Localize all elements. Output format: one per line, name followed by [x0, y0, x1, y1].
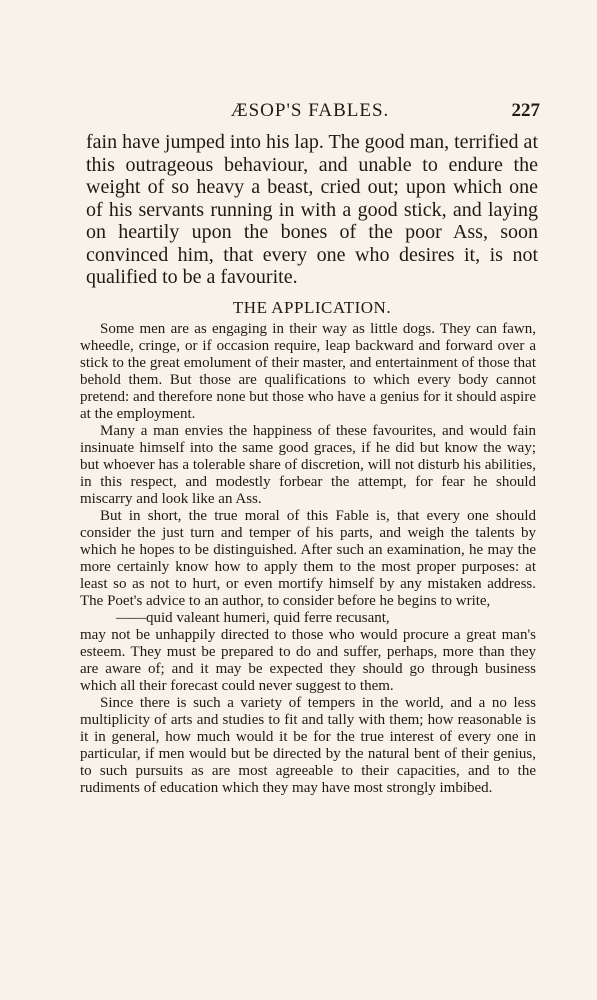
page-number: 227 [511, 100, 540, 121]
latin-quote: ——quid valeant humeri, quid ferre recusant, [116, 610, 390, 626]
running-title: ÆSOP'S FABLES. [230, 100, 390, 121]
application-text [80, 321, 536, 797]
story-text [86, 131, 538, 289]
application-paragraph-3-continued: may not be unhappily directed to those who would procure a great man's esteem. They must be prepared to do and suffer, perhaps, more than they are aware of; and it may be expected they should go through business which all their forecast could never suggest to them. [80, 627, 536, 694]
running-header [80, 100, 540, 124]
application-paragraph-3: But in short, the true moral of this Fable is, that every one should consider the just turn and temper of his parts, and weigh the talents by which he hopes to be distinguished. After such an examination, he may the more certainly know how to apply them to the most proper purposes: at least so as not to hurt, or even mortify himself by any mistaken address. The Poet's advice to an author, to consider before he begins to write, [80, 508, 536, 609]
application-paragraph-4: Since there is such a variety of tempers in the world, and a no less multiplicity of arts and studies to fit and tally with them; how reasonable is it in general, how much would it be for the true interest of every one in particular, if men would but be directed by the natural bent of their genius, to such pursuits as are most agreeable to their capacities, and to the rudiments of education which they may have most strongly imbibed. [80, 695, 536, 796]
application-paragraph-2: Many a man envies the happiness of these favourites, and would fain insinuate himself into the same good graces, if he did but know the way; but whoever has a tolerable share of discretion, will not disturb his abilities, in this respect, and modestly forbear the attempt, for fear he should miscarry and look like an Ass. [80, 423, 536, 507]
application-paragraph-1: Some men are as engaging in their way as little dogs. They can fawn, wheedle, cringe, or if occasion require, leap backward and forward over a stick to the great emolument of their master, and entertainment of those that behold them. But those are qualifications to which every body cannot pretend: and therefore none but those who have a genius for it should aspire at the employment. [80, 321, 536, 422]
section-heading: THE APPLICATION. [232, 298, 392, 317]
story-paragraph: fain have jumped into his lap. The good man, terrified at this outrageous behaviour, and unable to endure the weight of so heavy a beast, cried out; upon which one of his servants running in with a good stick, and laying on heartily upon the bones of the poor Ass, soon convinced him, that every one who desires it, is not qualified to be a favourite. [86, 131, 538, 288]
